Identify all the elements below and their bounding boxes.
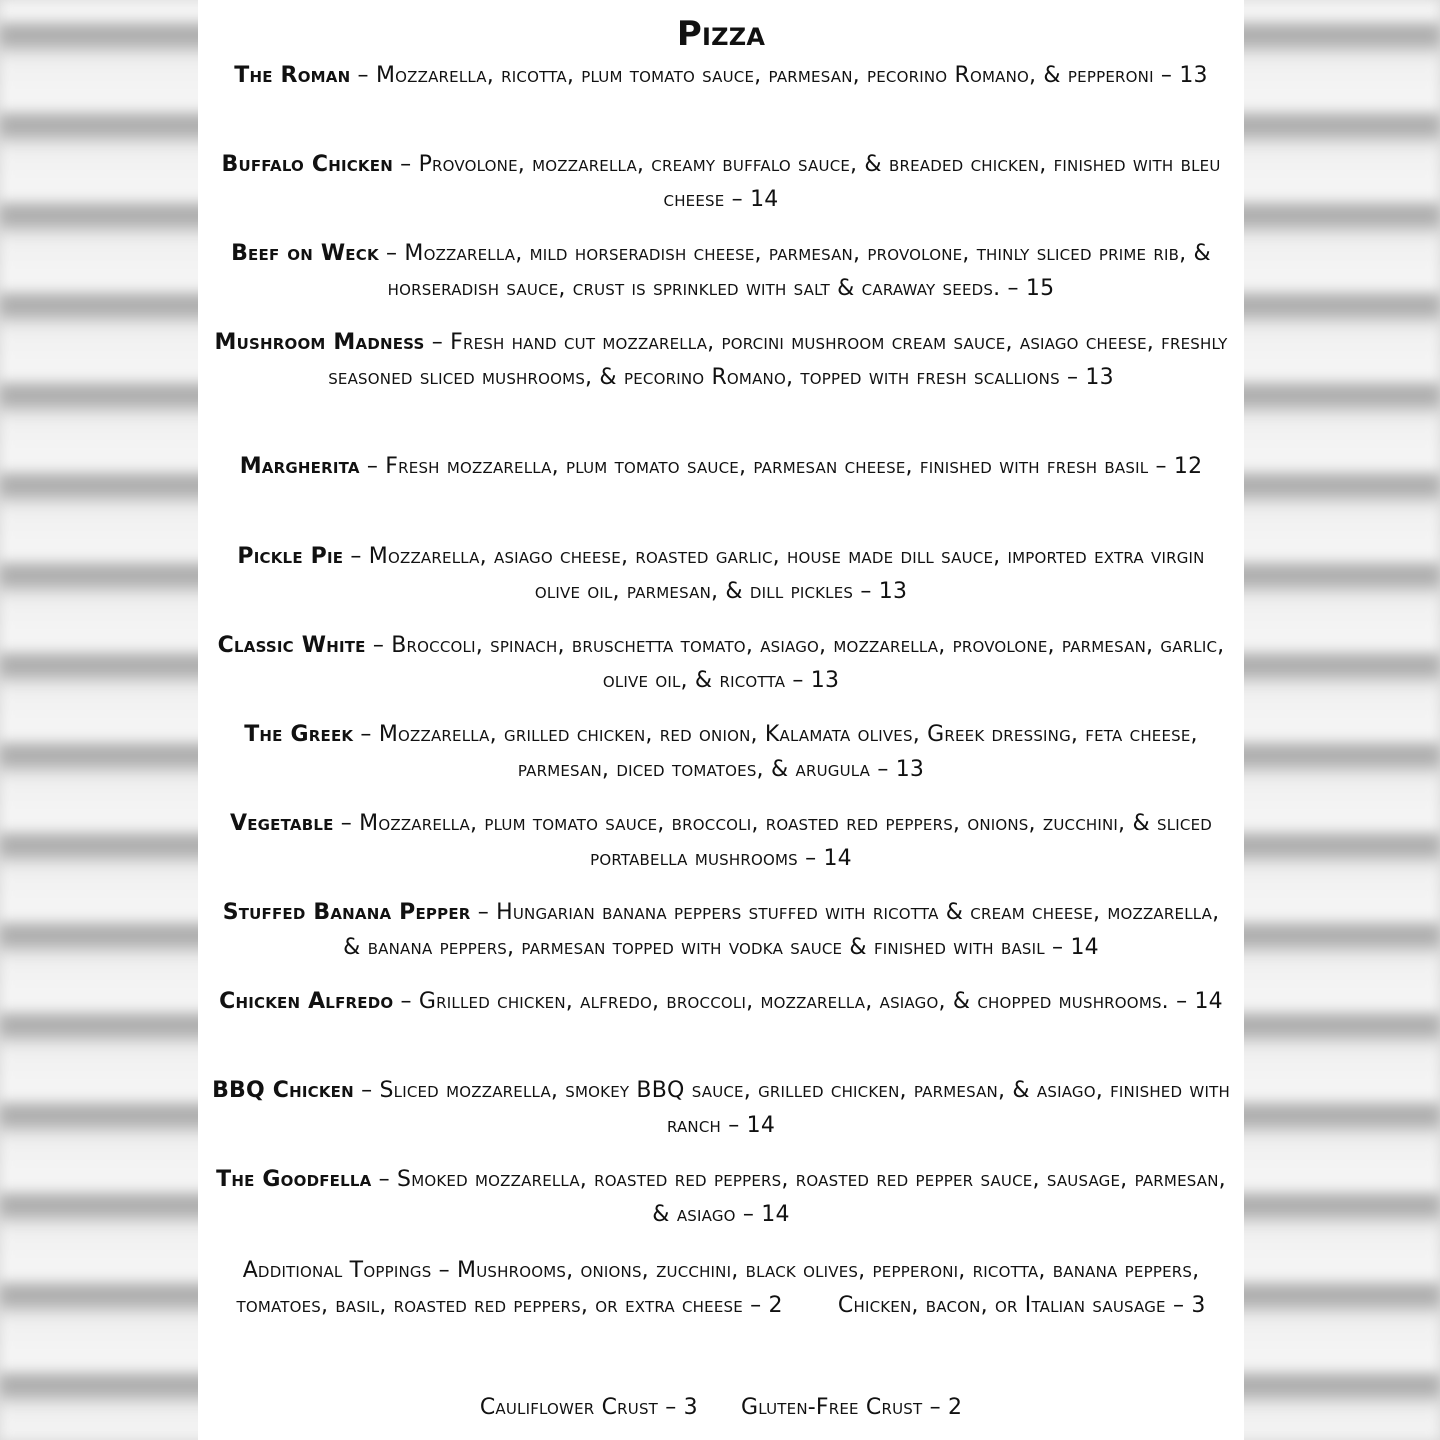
cauliflower-crust-label: Cauliflower Crust xyxy=(479,1395,659,1420)
item-price: 14 xyxy=(746,1113,776,1138)
gluten-free-crust-label: Gluten-Free Crust xyxy=(741,1395,923,1420)
additional-label: Additional Toppings xyxy=(242,1258,432,1283)
item-description: Mozzarella, grilled chicken, red onion, Kalamata olives, Greek dressing, feta cheese, parmesan, diced tomatoes, & arugula xyxy=(378,722,1198,782)
item-description: Mozzarella, plum tomato sauce, broccoli, roasted red peppers, onions, zucchini, & sliced portabella mushrooms xyxy=(359,811,1212,871)
item-description: Grilled chicken, alfredo, broccoli, mozzarella, asiago, & chopped mushrooms. xyxy=(418,989,1169,1014)
menu-item: Beef on Weck – Mozzarella, mild horseradish cheese, parmesan, provolone, thinly sliced prime rib, & horseradish sauce, crust is sprinkled with salt & caraway seeds. – 15 xyxy=(231,241,1211,301)
item-description: Hungarian banana peppers stuffed with ricotta & cream cheese, mozzarella, & banana peppers, parmesan topped with vodka sauce & finished with basil xyxy=(343,900,1220,960)
menu-item: Stuffed Banana Pepper – Hungarian banana peppers stuffed with ricotta & cream cheese, mozzarella, & banana peppers, parmesan topped with vodka sauce & finished with basil – 14 xyxy=(222,900,1220,960)
additional-price: 2 xyxy=(768,1293,783,1318)
item-description: Sliced mozzarella, smokey BBQ sauce, grilled chicken, parmesan, & asiago, finished with ranch xyxy=(379,1078,1230,1138)
item-name: Beef on Weck xyxy=(231,241,379,266)
item-price: 14 xyxy=(823,846,852,871)
menu-item: BBQ Chicken – Sliced mozzarella, smokey BBQ sauce, grilled chicken, parmesan, & asiago, finished with ranch – 14 xyxy=(212,1078,1230,1138)
item-price: 15 xyxy=(1025,276,1055,301)
item-description: Mozzarella, mild horseradish cheese, parmesan, provolone, thinly sliced prime rib, & horseradish sauce, crust is sprinkled with salt & caraway seeds. xyxy=(387,241,1211,301)
premium-toppings-description: Chicken, bacon, or Italian sausage xyxy=(837,1293,1166,1318)
item-name: The Roman xyxy=(234,63,351,88)
gluten-free-crust-price: 2 xyxy=(947,1395,963,1420)
menu-page xyxy=(198,0,1244,1440)
cauliflower-crust-price: 3 xyxy=(683,1395,698,1420)
menu-item: Chicken Alfredo – Grilled chicken, alfredo, broccoli, mozzarella, asiago, & chopped mushrooms. – 14 xyxy=(219,989,1223,1014)
item-price: 13 xyxy=(810,668,840,693)
item-name: The Greek xyxy=(244,722,354,747)
menu-title: Pizza xyxy=(676,14,766,54)
menu-item: The Roman – Mozzarella, ricotta, plum tomato sauce, parmesan, pecorino Romano, & pepperoni – 13 xyxy=(234,63,1208,88)
menu-item: The Greek – Mozzarella, grilled chicken, red onion, Kalamata olives, Greek dressing, feta cheese, parmesan, diced tomatoes, & arugula – 13 xyxy=(244,722,1198,782)
item-price: 13 xyxy=(878,579,908,604)
item-price: 14 xyxy=(750,187,779,212)
item-name: Buffalo Chicken xyxy=(221,152,393,177)
menu-item: Mushroom Madness – Fresh hand cut mozzarella, porcini mushroom cream sauce, asiago cheese, freshly seasoned sliced mushrooms, & pecorino Romano, topped with fresh scallions – 13 xyxy=(214,330,1228,390)
menu-item: Pickle Pie – Mozzarella, asiago cheese, roasted garlic, house made dill sauce, imported extra virgin olive oil, parmesan, & dill pickles – 13 xyxy=(237,544,1205,604)
item-description: Fresh hand cut mozzarella, porcini mushroom cream sauce, asiago cheese, freshly seasoned sliced mushrooms, & pecorino Romano, topped with fresh scallions xyxy=(328,330,1228,390)
item-name: Mushroom Madness xyxy=(214,330,425,355)
additional-toppings: Additional Toppings – Mushrooms, onions, zucchini, black olives, pepperoni, ricotta, banana peppers, tomatoes, basil, roasted red peppers, or extra cheese – 2 Chicken, bacon, or Italian sausage – 3 xyxy=(236,1258,1206,1318)
crust-options: Cauliflower Crust – 3 Gluten-Free Crust – 2 xyxy=(479,1395,963,1420)
menu-item: Margherita – Fresh mozzarella, plum tomato sauce, parmesan cheese, finished with fresh basil – 12 xyxy=(239,454,1203,479)
item-price: 14 xyxy=(761,1202,790,1227)
item-name: The Goodfella xyxy=(216,1167,372,1192)
premium-toppings-price: 3 xyxy=(1191,1293,1206,1318)
item-price: 14 xyxy=(1194,989,1223,1014)
item-description: Broccoli, spinach, bruschetta tomato, asiago, mozzarella, provolone, parmesan, garlic, olive oil, & ricotta xyxy=(391,633,1225,693)
item-price: 14 xyxy=(1070,935,1099,960)
item-description: Fresh mozzarella, plum tomato sauce, parmesan cheese, finished with fresh basil xyxy=(385,454,1149,479)
item-name: Pickle Pie xyxy=(237,544,344,569)
item-price: 13 xyxy=(895,757,925,782)
menu-item: The Goodfella – Smoked mozzarella, roasted red peppers, roasted red pepper sauce, sausage, parmesan, & asiago – 14 xyxy=(216,1167,1226,1227)
menu-item: Buffalo Chicken – Provolone, mozzarella, creamy buffalo sauce, & breaded chicken, finished with bleu cheese – 14 xyxy=(221,152,1221,212)
additional-description: Mushrooms, onions, zucchini, black olives, pepperoni, ricotta, banana peppers, tomatoes, basil, roasted red peppers, or extra cheese xyxy=(236,1258,1200,1318)
item-price: 13 xyxy=(1179,63,1208,88)
item-description: Mozzarella, ricotta, plum tomato sauce, parmesan, pecorino Romano, & pepperoni xyxy=(375,63,1154,88)
item-name: Classic White xyxy=(217,633,366,658)
item-price: 13 xyxy=(1085,365,1114,390)
item-description: Provolone, mozzarella, creamy buffalo sauce, & breaded chicken, finished with bleu cheese xyxy=(418,152,1221,212)
menu-item: Classic White – Broccoli, spinach, bruschetta tomato, asiago, mozzarella, provolone, parmesan, garlic, olive oil, & ricotta – 13 xyxy=(217,633,1225,693)
item-name: Vegetable xyxy=(230,811,334,836)
item-name: Chicken Alfredo xyxy=(219,989,394,1014)
item-name: Stuffed Banana Pepper xyxy=(222,900,471,925)
item-description: Smoked mozzarella, roasted red peppers, roasted red pepper sauce, sausage, parmesan, & asiago xyxy=(397,1167,1226,1227)
item-price: 12 xyxy=(1173,454,1203,479)
item-description: Mozzarella, asiago cheese, roasted garlic, house made dill sauce, imported extra virgin olive oil, parmesan, & dill pickles xyxy=(368,544,1205,604)
item-name: BBQ Chicken xyxy=(212,1078,354,1103)
menu-item: Vegetable – Mozzarella, plum tomato sauce, broccoli, roasted red peppers, onions, zucchini, & sliced portabella mushrooms – 14 xyxy=(230,811,1212,871)
item-name: Margherita xyxy=(239,454,360,479)
